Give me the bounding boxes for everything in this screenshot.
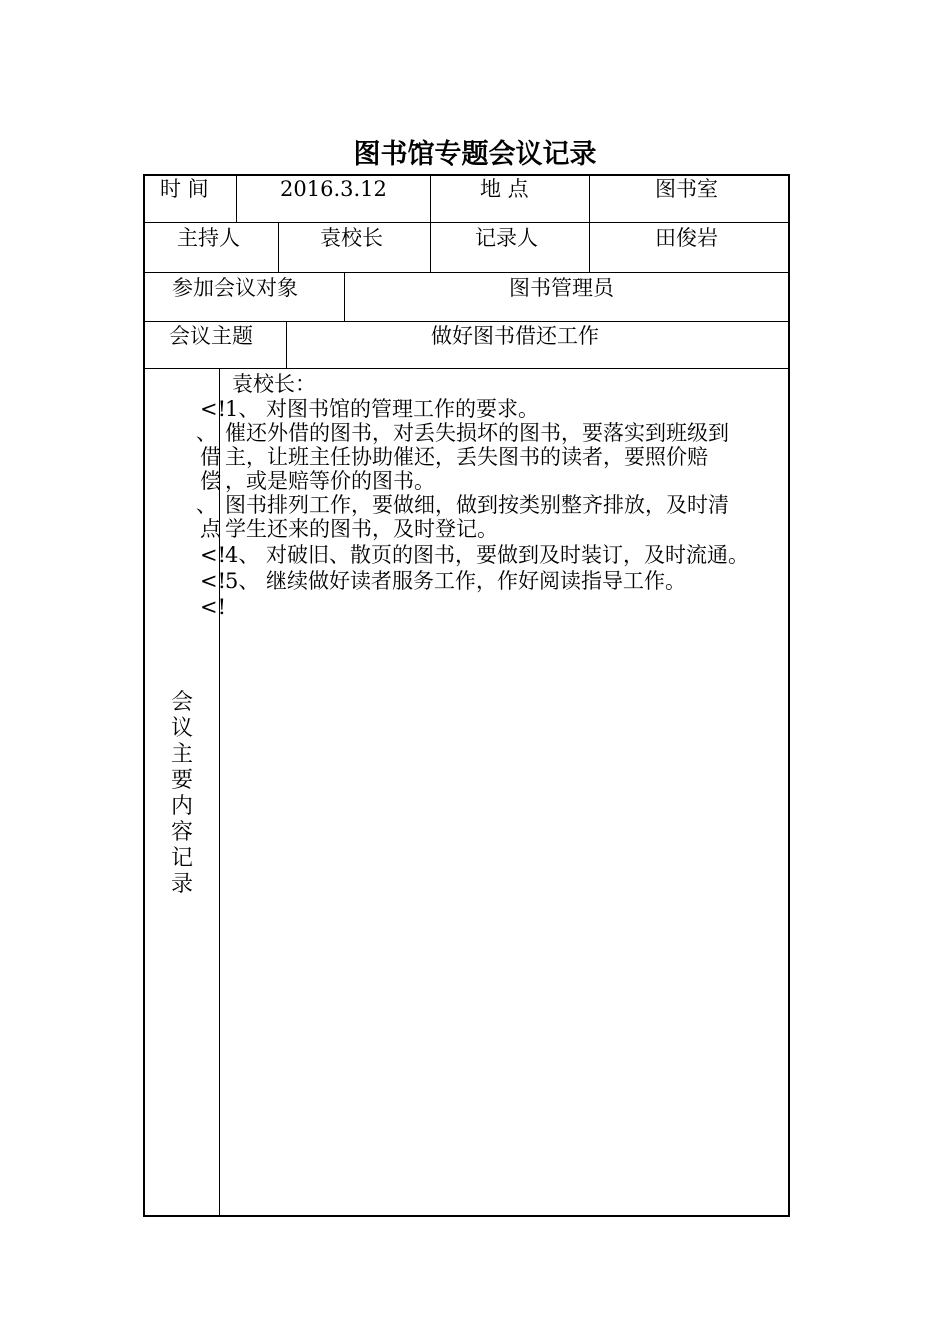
col-divider [278, 222, 279, 272]
content-line: 主，让班主任协助催还，丢失图书的读者，要照价赔 [225, 445, 708, 469]
content-line: 袁校长： [232, 372, 316, 396]
margin-fragment: <! [200, 543, 227, 567]
attendees-label: 参加会议对象 [172, 276, 298, 300]
margin-fragment: 借 [200, 445, 221, 469]
time-label: 时 间 [160, 177, 209, 201]
topic-value: 做好图书借还工作 [431, 324, 599, 348]
time-value: 2016.3.12 [280, 177, 387, 201]
row-divider [143, 222, 790, 223]
margin-fragment: <! [200, 569, 227, 593]
content-line: 催还外借的图书，对丢失损坏的图书，要落实到班级到 [225, 421, 729, 445]
col-divider [344, 272, 345, 321]
recorder-label: 记录人 [475, 226, 538, 250]
margin-fragment: <! [200, 397, 227, 421]
content-line: 学生还来的图书，及时登记。 [225, 517, 498, 541]
col-divider [430, 174, 431, 272]
col-divider [236, 174, 237, 222]
row-divider [143, 272, 790, 273]
margin-fragment: 、 [196, 493, 217, 517]
col-divider [286, 321, 287, 368]
place-value: 图书室 [655, 177, 718, 201]
content-side-label: 会 议 主 要 内 容 记 录 [170, 690, 193, 897]
col-divider [589, 174, 590, 272]
place-label: 地 点 [480, 177, 529, 201]
attendees-value: 图书管理员 [509, 276, 614, 300]
content-line: 1、 对图书馆的管理工作的要求。 [225, 397, 540, 421]
host-label: 主持人 [177, 226, 240, 250]
margin-fragment: 、 [196, 421, 217, 445]
content-line: 4、 对破旧、散页的图书，要做到及时装订，及时流通。 [225, 543, 750, 567]
host-value: 袁校长 [320, 226, 383, 250]
col-divider [219, 368, 220, 1217]
content-line: 图书排列工作，要做细，做到按类别整齐排放，及时清 [225, 493, 729, 517]
row-divider [143, 368, 790, 369]
content-line: 5、 继续做好读者服务工作，作好阅读指导工作。 [225, 569, 687, 593]
recorder-value: 田俊岩 [655, 226, 718, 250]
margin-fragment: <! [200, 595, 227, 619]
margin-fragment: 偿 [200, 469, 221, 493]
margin-fragment: 点 [200, 517, 221, 541]
topic-label: 会议主题 [169, 324, 253, 348]
page-title: 图书馆专题会议记录 [353, 139, 597, 170]
content-line: ，或是赔等价的图书。 [225, 469, 435, 493]
row-divider [143, 321, 790, 322]
